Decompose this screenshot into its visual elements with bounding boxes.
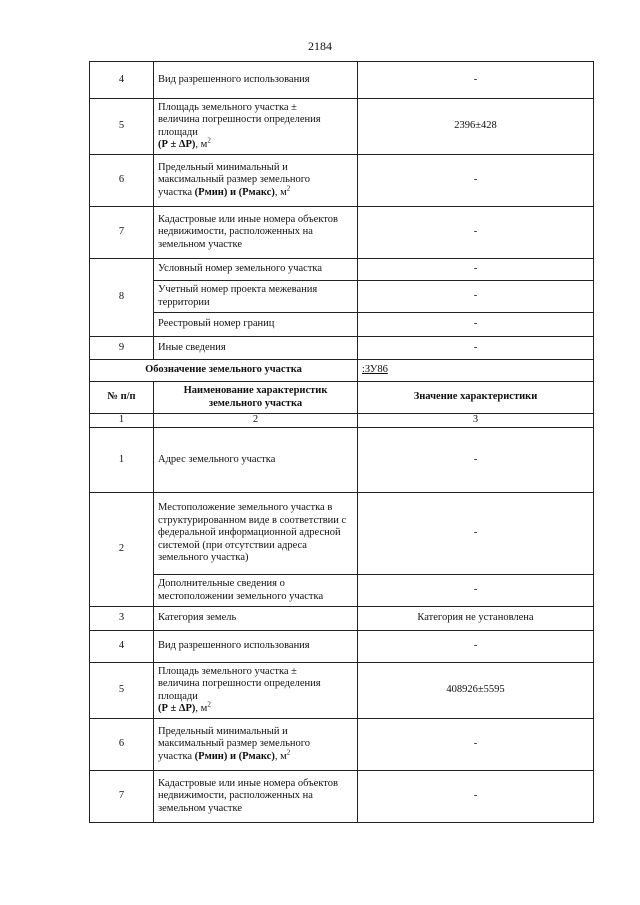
table-row (90, 663, 594, 719)
row-number: 5 (90, 663, 154, 719)
page-number: 2184 (308, 39, 332, 53)
characteristic-value: - (358, 719, 594, 771)
unit-label: , м (195, 703, 208, 714)
characteristic-value: - (358, 62, 594, 99)
table-row (90, 62, 594, 99)
index-cell: 1 (90, 414, 154, 428)
row-number: 5 (90, 99, 154, 155)
label-line: максимальный размер земельного (158, 174, 311, 186)
characteristic-label (154, 663, 358, 719)
characteristic-value: - (358, 493, 594, 575)
label-line: Площадь земельного участка ± (158, 665, 297, 677)
characteristic-label (154, 155, 358, 207)
unit-superscript: 2 (286, 184, 291, 193)
table-row (90, 771, 594, 823)
table-row (90, 631, 594, 663)
index-row (90, 414, 594, 428)
label-line: площади (158, 690, 198, 702)
label-prefix: участка (158, 186, 195, 198)
characteristic-label: Учетный номер проекта межевания территории (154, 281, 358, 313)
label-line: величина погрешности определения (158, 114, 321, 125)
size-formula: (Рмин) и (Рмакс) (194, 750, 275, 762)
characteristic-value: - (358, 281, 594, 313)
index-cell: 2 (154, 414, 358, 428)
label-line: Предельный минимальный и (158, 161, 288, 173)
table-row (90, 281, 594, 313)
characteristic-label: Реестровый номер границ (154, 313, 358, 337)
size-formula: (Рмин) и (Рмакс) (194, 186, 275, 198)
header-number: № п/п (90, 382, 154, 414)
label-line: величина погрешности определения (158, 678, 321, 689)
area-formula: (Р ± ΔР) (158, 703, 196, 714)
table-row (90, 313, 594, 337)
header-characteristic: Наименование характеристик земельного участка (154, 382, 358, 414)
characteristic-value: Категория не установлена (358, 607, 594, 631)
characteristic-label (154, 99, 358, 155)
characteristic-value: - (358, 771, 594, 823)
characteristic-label: Условный номер земельного участка (154, 259, 358, 281)
characteristic-label (154, 719, 358, 771)
row-number: 2 (90, 493, 154, 607)
table-row (90, 99, 594, 155)
designation-value: :ЗУ86 (358, 360, 594, 382)
characteristic-value: - (358, 155, 594, 207)
characteristic-label: Вид разрешенного использования (154, 631, 358, 663)
header-value: Значение характеристики (358, 382, 594, 414)
unit-label: , м (195, 139, 208, 150)
characteristic-value: 2396±428 (358, 99, 594, 155)
row-number: 1 (90, 428, 154, 493)
characteristic-value: - (358, 631, 594, 663)
characteristic-label: Вид разрешенного использования (154, 62, 358, 99)
row-number: 8 (90, 259, 154, 337)
label-line: Предельный минимальный и (158, 725, 288, 737)
characteristic-label: Местоположение земельного участка в структурированном виде в соответствии с федеральной информационной адресной системой (при отсутствии адреса земельного участка) (154, 493, 358, 575)
unit-superscript: 2 (207, 136, 211, 145)
characteristic-label: Категория земель (154, 607, 358, 631)
row-number: 6 (90, 155, 154, 207)
index-cell: 3 (358, 414, 594, 428)
table-row (90, 428, 594, 493)
characteristic-label: Кадастровые или иные номера объектов недвижимости, расположенных на земельном участке (154, 207, 358, 259)
characteristic-value: - (358, 337, 594, 360)
table-row (90, 207, 594, 259)
label-line: площади (158, 126, 198, 138)
table-row (90, 493, 594, 575)
table-row (90, 259, 594, 281)
designation-row (90, 360, 594, 382)
characteristic-value: - (358, 428, 594, 493)
table-row (90, 155, 594, 207)
header-row (90, 382, 594, 414)
row-number: 4 (90, 631, 154, 663)
characteristic-value: - (358, 207, 594, 259)
unit-label: , м (274, 186, 287, 198)
label-line: максимальный размер земельного (158, 738, 311, 750)
characteristic-label: Адрес земельного участка (154, 428, 358, 493)
table-row (90, 337, 594, 360)
unit-superscript: 2 (207, 700, 211, 709)
area-formula: (Р ± ΔР) (158, 139, 196, 150)
row-number: 3 (90, 607, 154, 631)
designation-label: Обозначение земельного участка (90, 360, 358, 382)
table-row (90, 575, 594, 607)
row-number: 9 (90, 337, 154, 360)
characteristic-label: Кадастровые или иные номера объектов недвижимости, расположенных на земельном участке (154, 771, 358, 823)
unit-label: , м (274, 750, 287, 762)
label-prefix: участка (158, 750, 195, 762)
characteristic-value: 408926±5595 (358, 663, 594, 719)
table-row (90, 719, 594, 771)
characteristic-value: - (358, 259, 594, 281)
land-plot-table (89, 61, 594, 823)
characteristic-label: Иные сведения (154, 337, 358, 360)
characteristic-value: - (358, 575, 594, 607)
unit-superscript: 2 (286, 748, 291, 757)
characteristic-label: Дополнительные сведения о местоположении земельного участка (154, 575, 358, 607)
label-line: Площадь земельного участка ± (158, 101, 297, 113)
row-number: 4 (90, 62, 154, 99)
row-number: 6 (90, 719, 154, 771)
characteristic-value: - (358, 313, 594, 337)
row-number: 7 (90, 207, 154, 259)
table-row (90, 607, 594, 631)
row-number: 7 (90, 771, 154, 823)
